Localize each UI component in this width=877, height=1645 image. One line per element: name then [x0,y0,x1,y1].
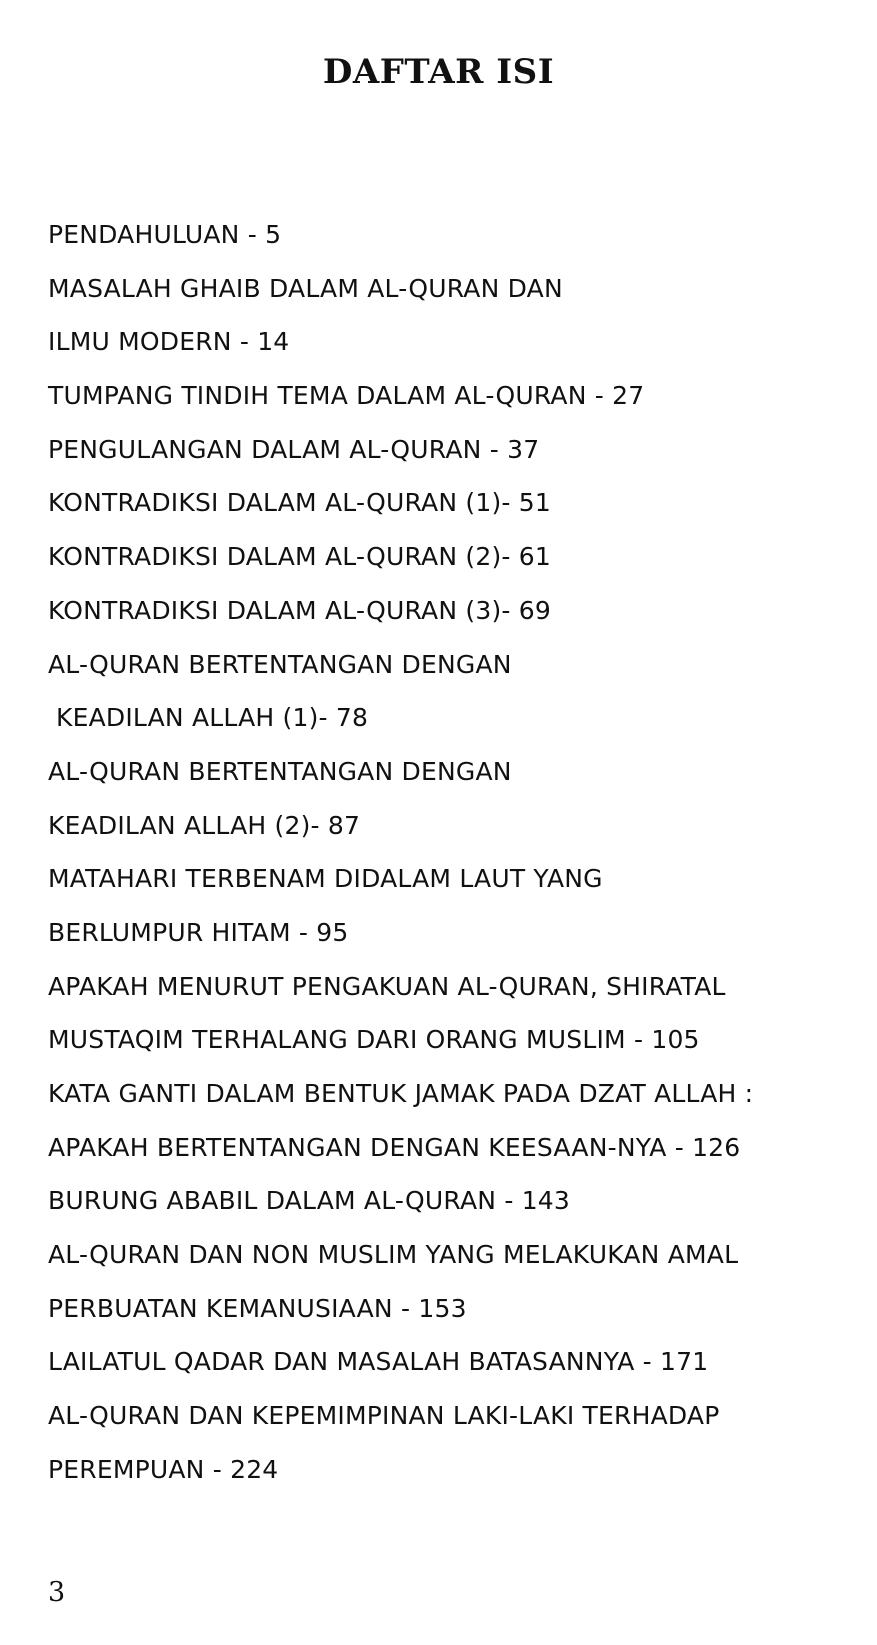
toc-line: KATA GANTI DALAM BENTUK JAMAK PADA DZAT ALLAH : [48,1079,754,1108]
toc-line: KEADILAN ALLAH (1)- 78 [56,703,369,733]
toc-line: KEADILAN ALLAH (2)- 87 [48,810,361,840]
toc-line: AL-QURAN BERTENTANGAN DENGAN [48,649,512,679]
page-number: 3 [48,1577,66,1608]
toc-line: AL-QURAN DAN NON MUSLIM YANG MELAKUKAN AMAL [48,1240,739,1270]
table-of-contents [48,208,868,1497]
toc-line: PEREMPUAN - 224 [48,1454,279,1484]
toc-line: MASALAH GHAIB DALAM AL-QURAN DAN [48,273,563,303]
toc-line: PERBUATAN KEMANUSIAAN - 153 [48,1293,467,1323]
toc-line: TUMPANG TINDIH TEMA DALAM AL-QURAN - 27 [48,381,645,411]
page-title: DAFTAR ISI [322,52,555,92]
toc-line: KONTRADIKSI DALAM AL-QURAN (2)- 61 [48,542,551,572]
toc-line: MUSTAQIM TERHALANG DARI ORANG MUSLIM - 105 [48,1025,700,1055]
toc-line: LAILATUL QADAR DAN MASALAH BATASANNYA - 171 [48,1347,709,1377]
toc-line: APAKAH BERTENTANGAN DENGAN KEESAAN-NYA - 126 [48,1132,741,1162]
toc-line: BURUNG ABABIL DALAM AL-QURAN - 143 [48,1186,571,1216]
toc-line: BERLUMPUR HITAM - 95 [48,917,349,947]
toc-line: AL-QURAN BERTENTANGAN DENGAN [48,756,512,786]
toc-line: PENDAHULUAN - 5 [48,220,282,249]
toc-line: AL-QURAN DAN KEPEMIMPINAN LAKI-LAKI TERHADAP [48,1401,720,1431]
toc-line: ILMU MODERN - 14 [48,327,290,357]
toc-line: APAKAH MENURUT PENGAKUAN AL-QURAN, SHIRATAL [48,971,726,1001]
toc-line: MATAHARI TERBENAM DIDALAM LAUT YANG [48,864,603,894]
toc-line: KONTRADIKSI DALAM AL-QURAN (3)- 69 [48,595,551,625]
toc-line: KONTRADIKSI DALAM AL-QURAN (1)- 51 [48,488,551,518]
toc-line: PENGULANGAN DALAM AL-QURAN - 37 [48,434,540,464]
